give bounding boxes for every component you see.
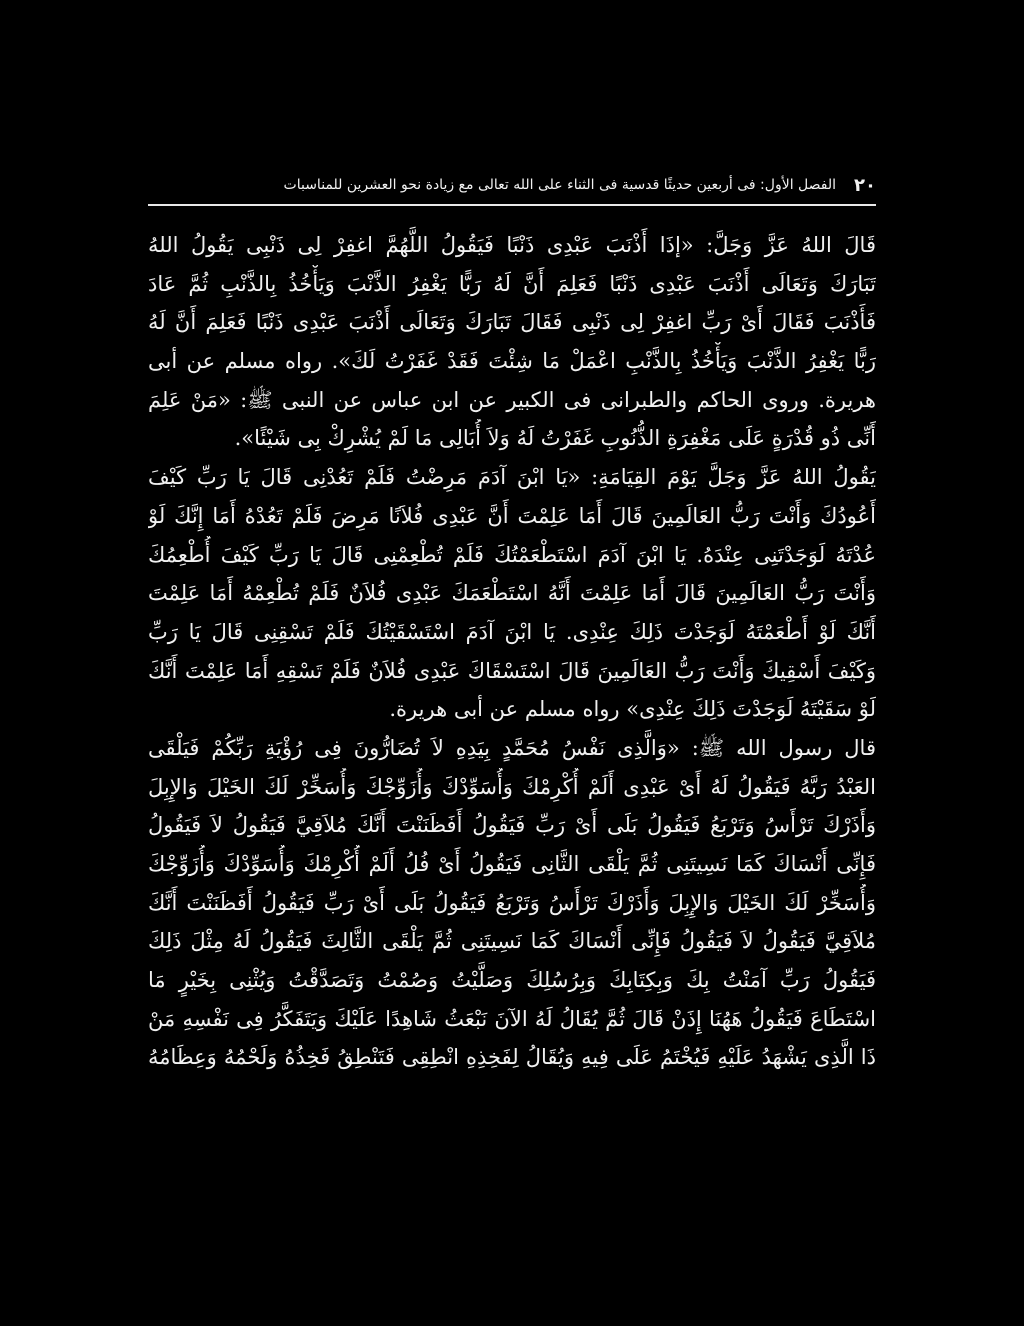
page-body bbox=[148, 226, 876, 1156]
text-line: وَكَيْفَ أَسْقِيكَ وَأَنْتَ رَبُّ العَالَمِينَ قَالَ اسْتَسْقَاكَ عَبْدِى فُلاَنٌ فَلَمْ تَسْقِهِ أَمَا عَلِمْتَ أَنَّكَ bbox=[148, 658, 876, 683]
text-line: قَالَ اللهُ عَزَّ وَجَلَّ: «إذَا أَذْنَبَ عَبْدِى ذَنْبًا فَيَقُولُ اللَّهُمَّ اغفِرْ لِى ذَنْبِى يَقُولُ اللهُ bbox=[148, 233, 876, 257]
text-line: عُدْتَهُ لَوَجَدْتَنِى عِنْدَهُ. يَا ابْنَ آدَمَ اسْتَطْعَمْتُكَ فَلَمْ تُطْعِمْنِى قَالَ يَا رَبِّ كَيْفَ أُطْعِمُكَ bbox=[148, 542, 876, 567]
page-number: ٢٠ bbox=[854, 174, 876, 196]
text-line: هريرة. وروى الحاكم والطبرانى فى الكبير عن ابن عباس عن النبى ﷺ: «مَنْ عَلِمَ bbox=[148, 387, 876, 412]
text-line: وَأُسَخِّرْ لَكَ الخَيْلَ وَالإِبِلَ وَأَذَرْكَ تَرْأَسُ وَتَرْبَعُ فَيَقُولُ بَلَى أَىْ رَبِّ فَيَقُولُ أَفَظَنَنْتَ أَنَّكَ bbox=[148, 890, 876, 915]
text-line: مُلاَقِيَّ فَيَقُولُ لاَ فَيَقُولُ فَإِنِّى أَنْسَاكَ كَمَا نَسِيتَنِى ثُمَّ يَلْقَى الثَّالِثَ فَيَقُولُ لَهُ مِثْلَ ذَلِكَ bbox=[148, 929, 876, 954]
text-line: فَإِنِّى أَنْسَاكَ كَمَا نَسِيتَنِى ثُمَّ يَلْقَى الثَّانِى فَيَقُولُ أَىْ فُلُ أَلَمْ أُكْرِمْكَ وَأُسَوِّدْكَ وَأُزَوِّجْكَ bbox=[148, 852, 876, 876]
text-line: أَعُودُكَ وَأَنْتَ رَبُّ العَالَمِينَ قَالَ أَمَا عَلِمْتَ أَنَّ عَبْدِى فُلاَنًا مَرِضَ فَلَمْ تَعُدْهُ أَمَا إِنَّكَ لَوْ bbox=[148, 503, 876, 528]
chapter-title: الفصل الأول: فى أربعين حديثًا قدسية فى الثناء على الله تعالى مع زيادة نحو العشرين للمناسبات bbox=[283, 177, 837, 193]
text-line: يَقُولُ اللهُ عَزَّ وَجَلَّ يَوْمَ القِيَامَةِ: «يَا ابْنَ آدَمَ مَرِضْتُ فَلَمْ تَعُدْنِى قَالَ يَا رَبِّ كَيْفَ bbox=[148, 465, 876, 490]
text-line: ذَا الَّذِى يَشْهَدُ عَلَيْهِ فَيُخْتَمُ عَلَى فِيهِ وَيُقَالُ لِفَخِذِهِ انْطِقِى فَتَنْطِقُ فَخِذُهُ وَلَحْمُهُ وَعِظَامُهُ bbox=[148, 1045, 876, 1070]
header-rule bbox=[148, 204, 876, 206]
text-line: تَبَارَكَ وَتَعَالَى أَذْنَبَ عَبْدِى ذَنْبًا فَعَلِمَ أَنَّ لَهُ رَبًّا يَغْفِرُ الذَّنْبَ وَيَأْخُذُ بِالذَّنْبِ ثُمَّ عَادَ bbox=[148, 271, 876, 296]
text-line: وَأَنْتَ رَبُّ العَالَمِينَ قَالَ أَمَا عَلِمْتَ أَنَّهُ اسْتَطْعَمَكَ عَبْدِى فُلاَنٌ فَلَمْ تُطْعِمْهُ أَمَا عَلِمْتَ bbox=[148, 581, 876, 606]
text-line: فَيَقُولُ رَبِّ آمَنْتُ بِكَ وَبِكِتَابِكَ وَبِرُسُلِكَ وَصَلَّيْتُ وَصُمْتُ وَتَصَدَّقْتُ وَيُثْنِى بِخَيْرٍ مَا bbox=[148, 968, 876, 993]
text-line: أَنِّى ذُو قُدْرَةٍ عَلَى مَغْفِرَةِ الذُّنُوبِ غَفَرْتُ لَهُ وَلاَ أُبَالِى مَا لَمْ يُشْرِكْ بِى شَيْئًا». bbox=[234, 426, 876, 451]
text-line: قال رسول الله ﷺ: «وَالَّذِى نَفْسُ مُحَمَّدٍ بِيَدِهِ لاَ تُضَارُّونَ فِى رُؤْيَةِ رَبِّكُمْ فَيَلْقَى bbox=[148, 735, 876, 760]
text-line: رَبًّا يَغْفِرُ الذَّنْبَ وَيَأْخُذُ بِالذَّنْبِ اعْمَلْ مَا شِئْتَ فَقَدْ غَفَرْتُ لَكَ». رواه مسلم عن أبى bbox=[148, 349, 876, 374]
text-line: وَأَذَرْكَ تَرْأَسُ وَتَرْبَعُ فَيَقُولُ بَلَى أَىْ رَبِّ فَيَقُولُ أَفَظَنَنْتَ أَنَّكَ مُلاَقِيَّ فَيَقُولُ لاَ فَيَقُولُ bbox=[148, 813, 876, 838]
book-page bbox=[148, 160, 876, 1160]
text-line: العَبْدُ رَبَّهُ فَيَقُولُ لَهُ أَىْ عَبْدِى أَلَمْ أُكْرِمْكَ وَأُسَوِّدْكَ وَأُزَوِّجْكَ وَأُسَخِّرْ لَكَ الخَيْلَ وَالإِبِلَ bbox=[148, 774, 876, 799]
running-header bbox=[148, 172, 876, 198]
text-line: لَوْ سَقَيْتَهُ لَوَجَدْتَ ذَلِكَ عِنْدِى» رواه مسلم عن أبى هريرة. bbox=[389, 697, 876, 722]
text-line: أَنَّكَ لَوْ أَطْعَمْتَهُ لَوَجَدْتَ ذَلِكَ عِنْدِى. يَا ابْنَ آدَمَ اسْتَسْقَيْتُكَ فَلَمْ تَسْقِنِى قَالَ يَا رَبِّ bbox=[148, 619, 876, 644]
text-line: اسْتَطَاعَ فَيَقُولُ هَهُنَا إِذَنْ قَالَ ثُمَّ يُقَالُ لَهُ الآنَ نَبْعَثُ شَاهِدًا عَلَيْكَ وَيَتَفَكَّرُ فِى نَفْسِهِ مَنْ bbox=[148, 1006, 876, 1031]
text-line: فَأَذْنَبَ فَقَالَ أَىْ رَبِّ اغفِرْ لِى ذَنْبِى فَقَالَ تَبَارَكَ وَتَعَالَى أَذْنَبَ عَبْدِى ذَنْبًا فَعَلِمَ أَنَّ لَهُ bbox=[148, 310, 876, 335]
